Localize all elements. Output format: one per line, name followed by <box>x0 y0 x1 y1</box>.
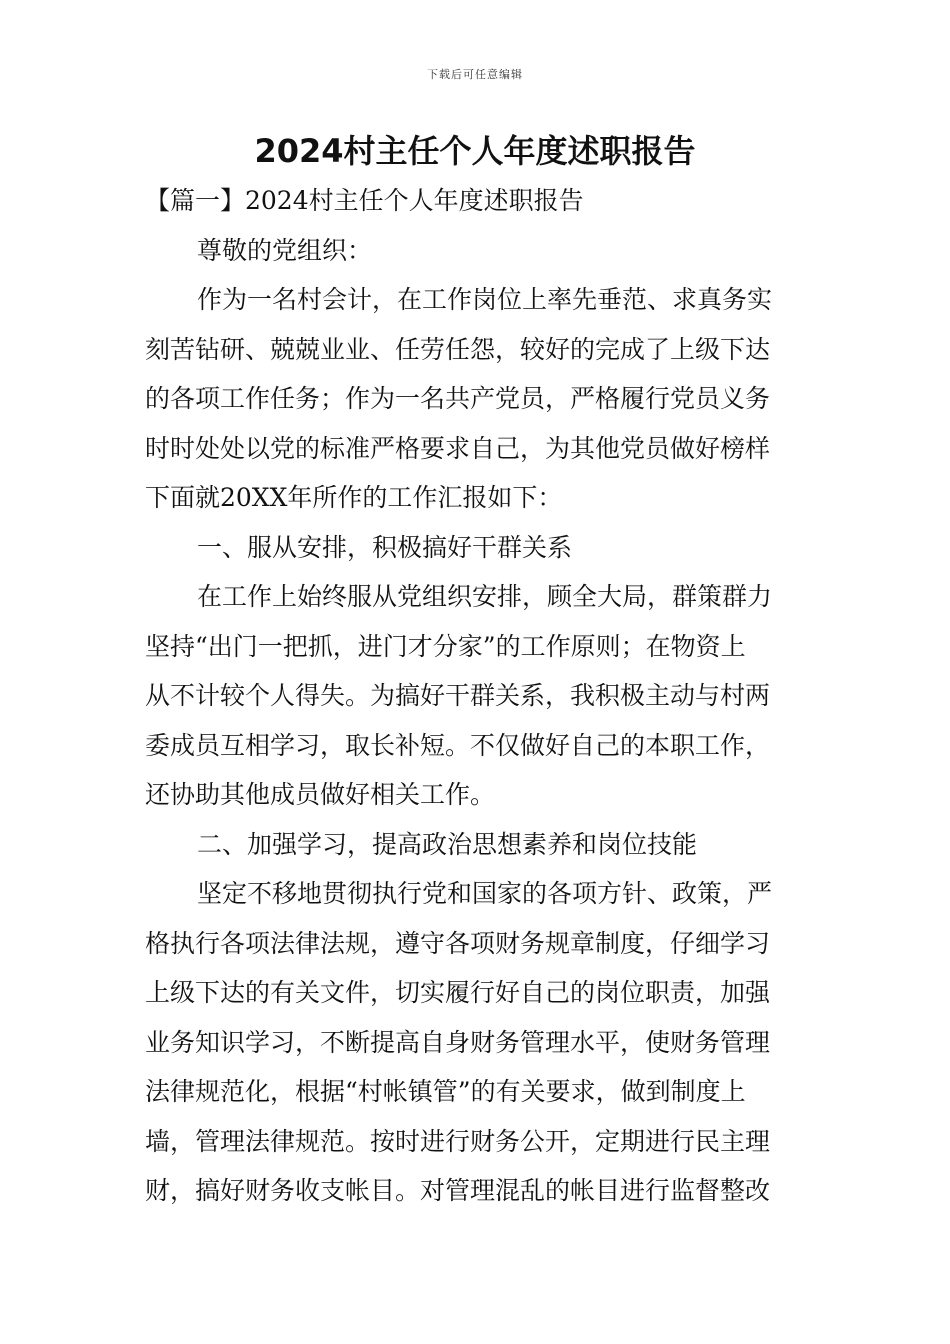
text-line: 尊敬的党组织： <box>197 235 373 265</box>
document-title: 2024村主任个人年度述职报告 <box>254 132 696 170</box>
text-line: 还协助其他成员做好相关工作。 <box>145 780 496 809</box>
text-line: 坚定不移地贯彻执行党和国家的各项方针、政策，严 <box>197 879 773 908</box>
text-line: 财，搞好财务收支帐目。对管理混乱的帐目进行监督整改 <box>145 1176 771 1205</box>
text-line: 作为一名村会计，在工作岗位上率先垂范、求真务实 <box>197 285 773 314</box>
text-line: 墙，管理法律规范。按时进行财务公开，定期进行民主理 <box>145 1126 771 1156</box>
text-line: 业务知识学习，不断提高自身财务管理水平，使财务管理 <box>145 1027 771 1057</box>
text-line: 时时处处以党的标准严格要求自己，为其他党员做好榜样 <box>145 433 771 463</box>
text-line: 上级下达的有关文件，切实履行好自己的岗位职责，加强 <box>145 978 771 1007</box>
section-heading: 一、服从安排，积极搞好干群关系 <box>197 532 573 562</box>
text-line: 下面就20XX年所作的工作汇报如下： <box>145 483 563 512</box>
text-line: 法律规范化，根据“村帐镇管”的有关要求，做到制度上 <box>145 1077 746 1106</box>
text-line: 格执行各项法律法规，遵守各项财务规章制度，仔细学习 <box>145 928 771 958</box>
text-line: 【篇一】2024村主任个人年度述职报告 <box>145 186 584 215</box>
header-note: 下载后可任意编辑 <box>427 68 523 81</box>
text-line: 从不计较个人得失。为搞好干群关系，我积极主动与村两 <box>145 681 771 710</box>
text-line: 在工作上始终服从党组织安排，顾全大局，群策群力 <box>197 582 773 611</box>
section-heading: 二、加强学习，提高政治思想素养和岗位技能 <box>197 829 698 859</box>
text-line: 坚持“出门一把抓，进门才分家”的工作原则；在物资上 <box>145 631 746 661</box>
document-body <box>145 176 810 1216</box>
text-line: 的各项工作任务；作为一名共产党员，严格履行党员义务 <box>145 384 771 413</box>
text-line: 委成员互相学习，取长补短。不仅做好自己的本职工作， <box>145 730 771 760</box>
text-line: 刻苦钻研、兢兢业业、任劳任怨，较好的完成了上级下达 <box>145 334 771 364</box>
